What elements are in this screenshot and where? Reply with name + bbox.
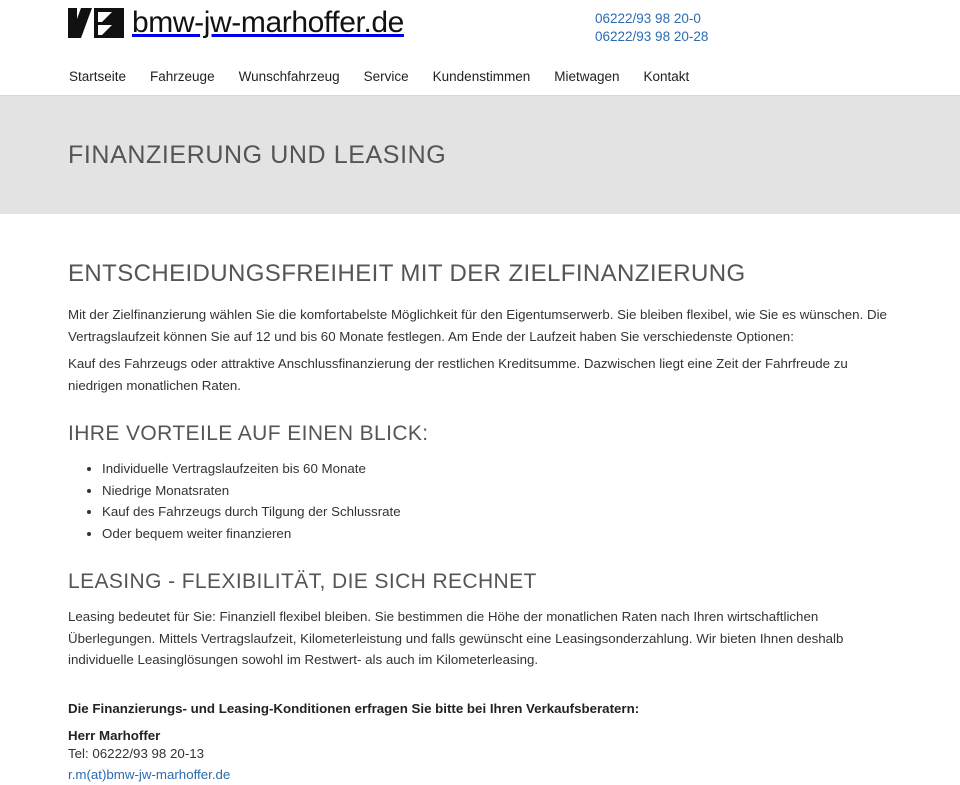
section-title-leasing: LEASING - FLEXIBILITÄT, DIE SICH RECHNET <box>68 570 537 594</box>
section-title-zielfinanzierung: ENTSCHEIDUNGSFREIHEIT MIT DER ZIELFINANZIERUNG <box>68 260 746 287</box>
contact-person-email-link[interactable]: r.m(at)bmw-jw-marhoffer.de <box>68 767 231 783</box>
nav-item-wunschfahrzeug[interactable]: Wunschfahrzeug <box>238 69 340 84</box>
nav-item-mietwagen[interactable]: Mietwagen <box>554 69 620 84</box>
bmw-jw-marhoffer-logo-icon <box>68 8 124 38</box>
phone-link-secondary[interactable]: 06222/93 98 20-28 <box>595 29 709 45</box>
logo-wordmark-tld: .de <box>363 6 404 39</box>
nav-item-startseite[interactable]: Startseite <box>69 69 127 84</box>
section-kontakt-verkaufsberater <box>68 701 892 785</box>
nav-item-service[interactable]: Service <box>363 69 409 84</box>
phone-link-primary[interactable]: 06222/93 98 20-0 <box>595 11 701 26</box>
contact-lead-text: Die Finanzierungs- und Leasing-Konditionen erfragen Sie bitte bei Ihren Verkaufsberatern: <box>68 700 640 716</box>
list-item: • Kauf des Fahrzeugs durch Tilgung der Schlussrate <box>102 501 892 523</box>
nav-item-kundenstimmen[interactable]: Kundenstimmen <box>432 69 531 84</box>
section-vorteile <box>68 422 892 544</box>
site-header <box>0 0 960 58</box>
page-title: FINANZIERUNG UND LEASING <box>68 140 447 169</box>
list-item: • Oder bequem weiter finanzieren <box>102 523 892 545</box>
zielfinanzierung-paragraph-2: Kauf des Fahrzeugs oder attraktive Anschlussfinanzierung der restlichen Kreditsumme. Dazwischen liegt eine Zeit der Fahrfreude zu niedrigen monatlichen Raten. <box>68 356 848 393</box>
list-item: • Individuelle Vertragslaufzeiten bis 60 Monate <box>102 458 892 480</box>
section-title-vorteile: IHRE VORTEILE AUF EINEN BLICK: <box>68 422 429 446</box>
header-phone-numbers <box>595 10 708 46</box>
nav-item-fahrzeuge[interactable]: Fahrzeuge <box>150 69 215 84</box>
logo-wordmark-text: bmw-jw-marhoffer <box>132 6 364 39</box>
list-item: • Niedrige Monatsraten <box>102 480 892 502</box>
page-content <box>0 214 960 785</box>
zielfinanzierung-paragraph-1: Mit der Zielfinanzierung wählen Sie die komfortabelste Möglichkeit für den Eigentumserwerb. Sie bleiben flexibel, wie Sie es wünschen. Die Vertragslaufzeit können Sie auf 12 und bis 60 Monate festlegen. Am Ende der Laufzeit haben Sie verschiedenste Optionen: <box>68 307 887 344</box>
main-navigation <box>0 58 960 96</box>
section-zielfinanzierung <box>68 260 892 396</box>
nav-item-kontakt[interactable]: Kontakt <box>643 69 690 84</box>
page-hero-band <box>0 96 960 214</box>
leasing-paragraph-1: Leasing bedeutet für Sie: Finanziell flexibel bleiben. Sie bestimmen die Höhe der monatlichen Raten nach Ihren wirtschaftlichen Überlegungen. Mittels Vertragslaufzeit, Kilometerleistung und falls gewünscht eine Leasingsonderzahlung. Wir bieten Ihnen deshalb individuelle Leasinglösungen sowohl im Restwert- als auch im Kilometerleasing. <box>68 609 844 668</box>
contact-person-name: Herr Marhoffer <box>68 727 161 743</box>
site-logo[interactable] <box>68 6 404 40</box>
vorteile-list <box>102 458 892 544</box>
logo-wordmark <box>132 6 404 40</box>
contact-person-phone: Tel: 06222/93 98 20-13 <box>68 745 205 761</box>
section-leasing <box>68 570 892 671</box>
